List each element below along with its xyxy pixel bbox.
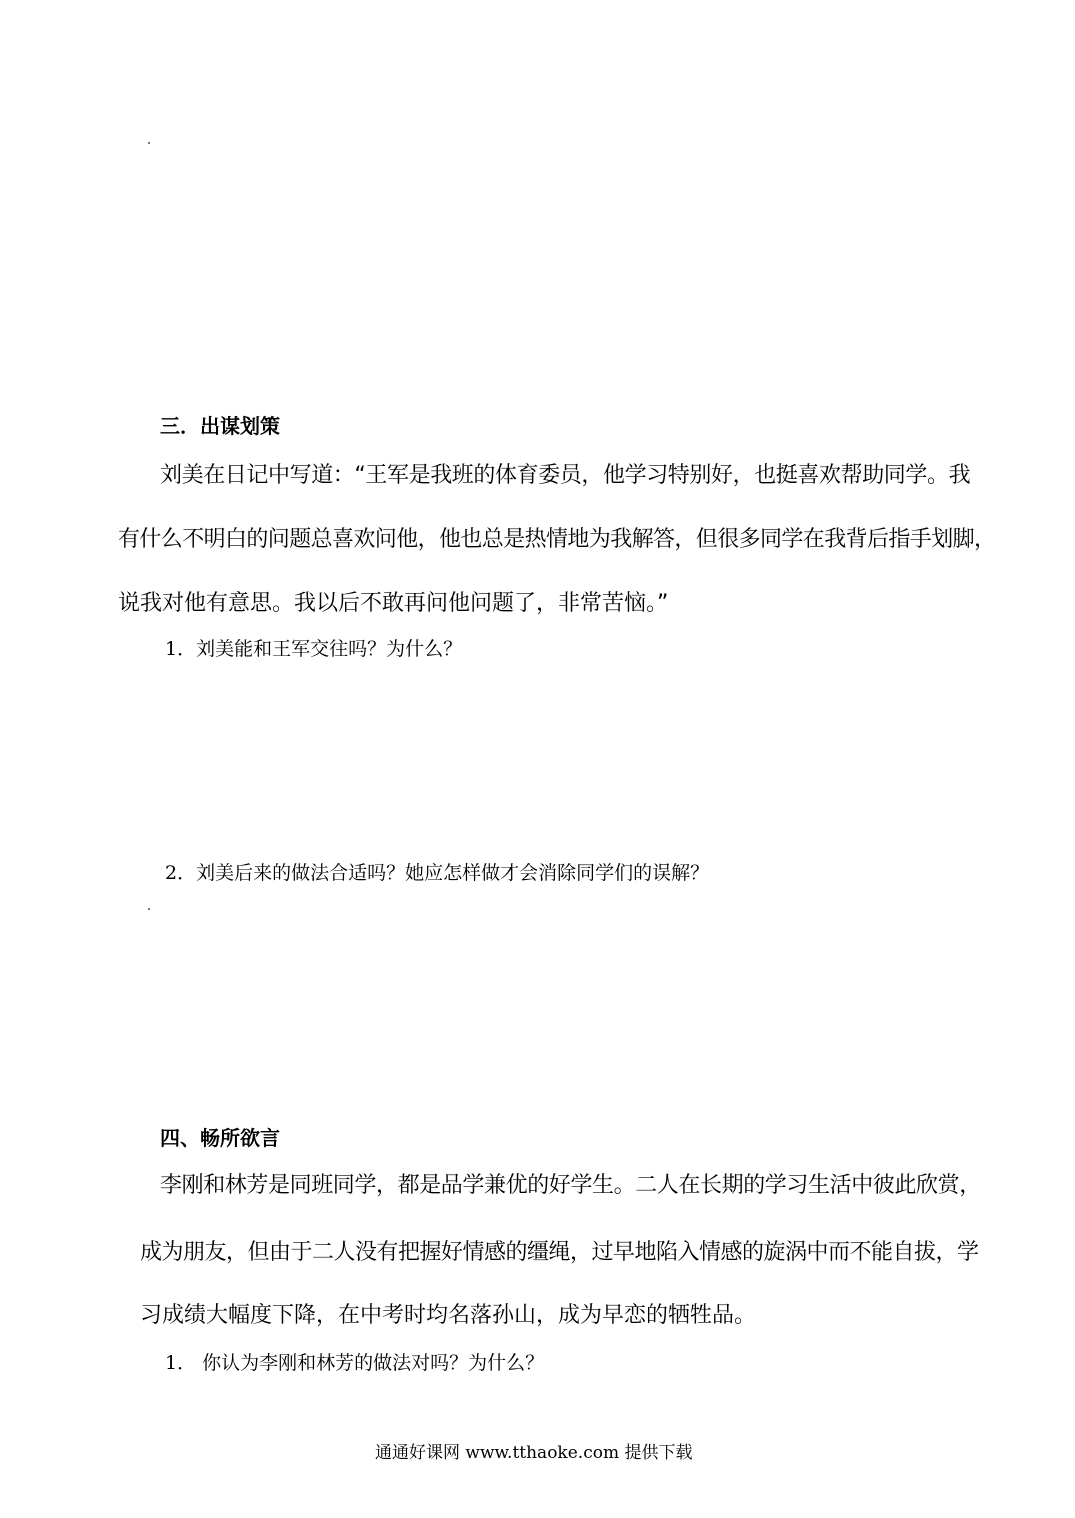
- section3-paragraph-line: 刘美在日记中写道：“王军是我班的体育委员，他学习特别好，也挺喜欢帮助同学。我: [160, 463, 971, 488]
- section4-paragraph-line: 成为朋友，但由于二人没有把握好情感的缰绳，过早地陷入情感的旋涡中而不能自拔，学: [140, 1240, 979, 1265]
- section4-paragraph-line: 习成绩大幅度下降，在中考时均名落孙山，成为早恋的牺牲品。: [140, 1303, 757, 1328]
- stray-mark: [148, 908, 150, 910]
- section4-question-1: 1． 你认为李刚和林芳的做法对吗？为什么？: [165, 1352, 545, 1374]
- section3-heading: 三．出谋划策: [160, 414, 280, 438]
- stray-mark: [148, 142, 150, 144]
- section4-paragraph-line: 李刚和林芳是同班同学，都是品学兼优的好学生。二人在长期的学习生活中彼此欣赏，: [160, 1173, 981, 1198]
- page-footer: 通通好课网 www.tthaoke.com 提供下载: [375, 1443, 693, 1463]
- section3-paragraph-line: 有什么不明白的问题总喜欢问他，他也总是热情地为我解答，但很多同学在我背后指手划脚，: [118, 527, 996, 552]
- section4-heading: 四、畅所欲言: [160, 1126, 280, 1150]
- section3-question-2: 2．刘美后来的做法合适吗？她应怎样做才会消除同学们的误解？: [165, 862, 710, 884]
- section3-paragraph-line: 说我对他有意思。我以后不敢再问他问题了，非常苦恼。”: [118, 591, 669, 616]
- section3-question-1: 1．刘美能和王军交往吗？为什么？: [165, 638, 463, 660]
